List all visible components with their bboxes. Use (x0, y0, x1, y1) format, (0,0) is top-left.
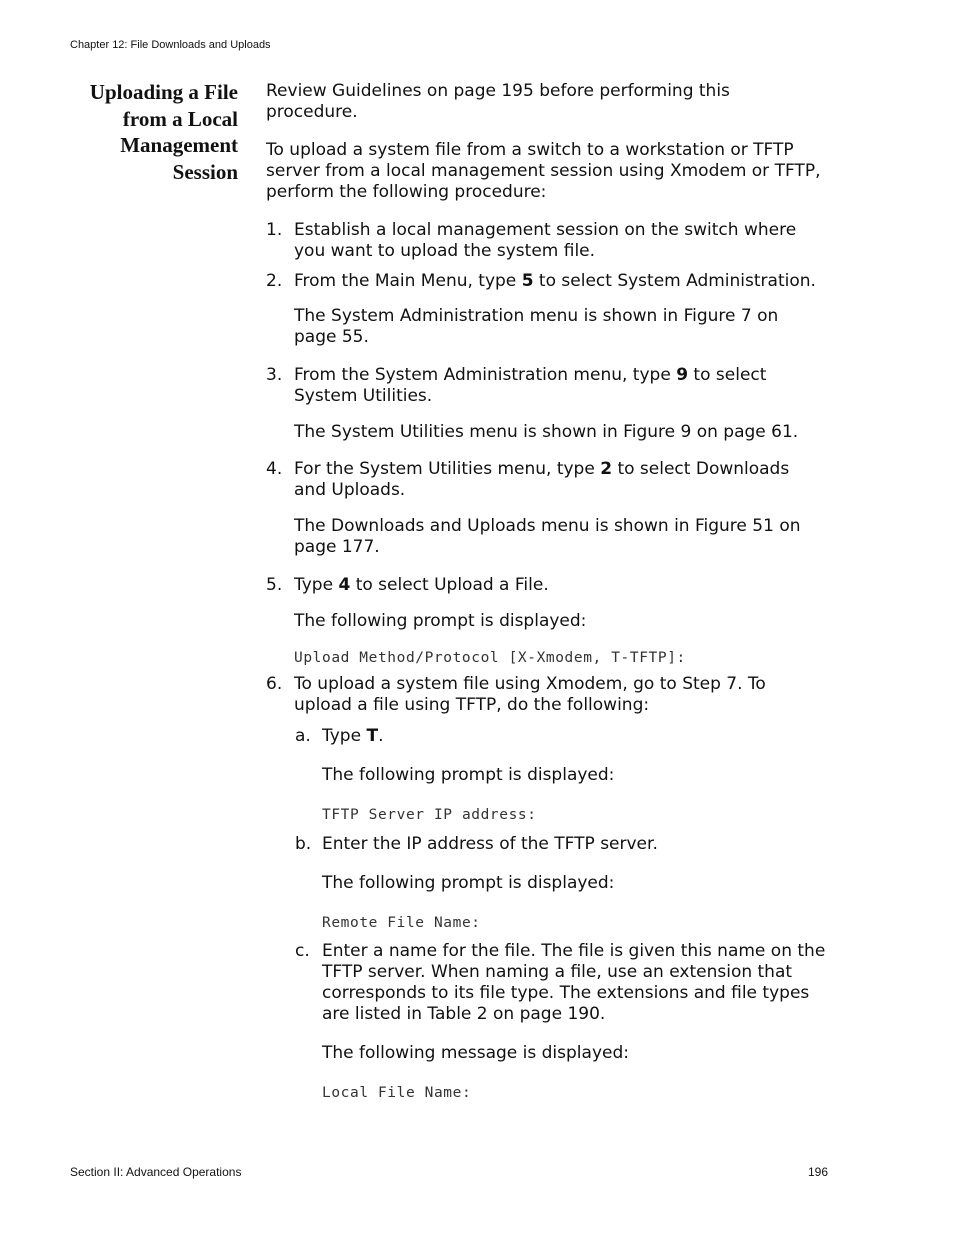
step-6 (266, 674, 826, 716)
key-value: 5 (521, 271, 534, 291)
substep-b (266, 834, 826, 855)
step-text: to select System Utilities. (294, 365, 767, 406)
section-heading-line: Management (120, 133, 238, 157)
section-heading-line: Session (172, 159, 238, 184)
section-heading-line: from a Local (122, 106, 238, 131)
step-text: to select Upload a File. (350, 575, 549, 595)
body-content (266, 81, 826, 1104)
step-text: From the System Administration menu, type (294, 365, 677, 385)
substep-note: The following prompt is displayed: (322, 873, 615, 893)
substep-letter: b. (295, 834, 312, 854)
key-value: T (366, 726, 379, 746)
step-number: 4. (266, 459, 283, 479)
step-text: To upload a system file using Xmodem, go to Step 7. To upload a file using TFTP, do the following: (294, 674, 766, 715)
substep-a (266, 726, 826, 747)
step-number: 6. (266, 674, 283, 694)
step-number: 3. (266, 365, 283, 385)
intro-paragraph: Review Guidelines on page 195 before performing this procedure. (266, 81, 730, 122)
substep-c (266, 941, 826, 1025)
step-5 (266, 575, 826, 596)
step-number: 2. (266, 271, 283, 291)
step-text: to select System Administration. (533, 271, 816, 291)
step-note: The following prompt is displayed: (294, 611, 587, 631)
key-value: 9 (676, 365, 689, 385)
step-4 (266, 459, 826, 501)
section-heading-line: Uploading a File (89, 80, 238, 104)
step-3 (266, 365, 826, 407)
step-2 (266, 271, 826, 292)
step-text: For the System Utilities menu, type (294, 459, 601, 479)
substep-text: Type (322, 726, 367, 746)
step-note: The System Administration menu is shown in Figure 7 on page 55. (294, 306, 779, 347)
substep-note: The following message is displayed: (322, 1043, 629, 1063)
substep-letter: a. (295, 726, 311, 746)
step-number: 5. (266, 575, 283, 595)
footer-section: Section II: Advanced Operations (70, 1165, 242, 1179)
substep-text: Enter a name for the file. The file is given this name on the TFTP server. When naming a file, use an extension that corresponds to its file type. The extensions and file types are listed in Table 2 on page 190. (322, 941, 826, 1024)
substep-text: Enter the IP address of the TFTP server. (322, 834, 658, 854)
step-note: The Downloads and Uploads menu is shown in Figure 51 on page 177. (294, 516, 801, 557)
step-text: to select Downloads and Uploads. (294, 459, 790, 500)
substep-note: The following prompt is displayed: (322, 765, 615, 785)
code-prompt: Local File Name: (322, 1085, 472, 1101)
code-prompt: Upload Method/Protocol [X-Xmodem, T-TFTP]: (294, 650, 686, 666)
step-text: Type (294, 575, 339, 595)
running-header: Chapter 12: File Downloads and Uploads (70, 39, 271, 51)
code-prompt: TFTP Server IP address: (322, 807, 537, 823)
substep-letter: c. (295, 941, 310, 961)
step-note: The System Utilities menu is shown in Figure 9 on page 61. (294, 422, 799, 442)
code-prompt: Remote File Name: (322, 915, 481, 931)
key-value: 2 (600, 459, 613, 479)
page-number: 196 (808, 1165, 829, 1179)
intro-paragraph: To upload a system file from a switch to a workstation or TFTP server from a local management session using Xmodem or TFTP, perform the following procedure: (266, 140, 821, 202)
section-heading (70, 79, 238, 185)
step-number: 1. (266, 220, 283, 240)
step-text: Establish a local management session on the switch where you want to upload the system file. (294, 220, 797, 261)
substep-text: . (378, 726, 384, 746)
key-value: 4 (338, 575, 351, 595)
step-text: From the Main Menu, type (294, 271, 522, 291)
step-1 (266, 220, 826, 262)
